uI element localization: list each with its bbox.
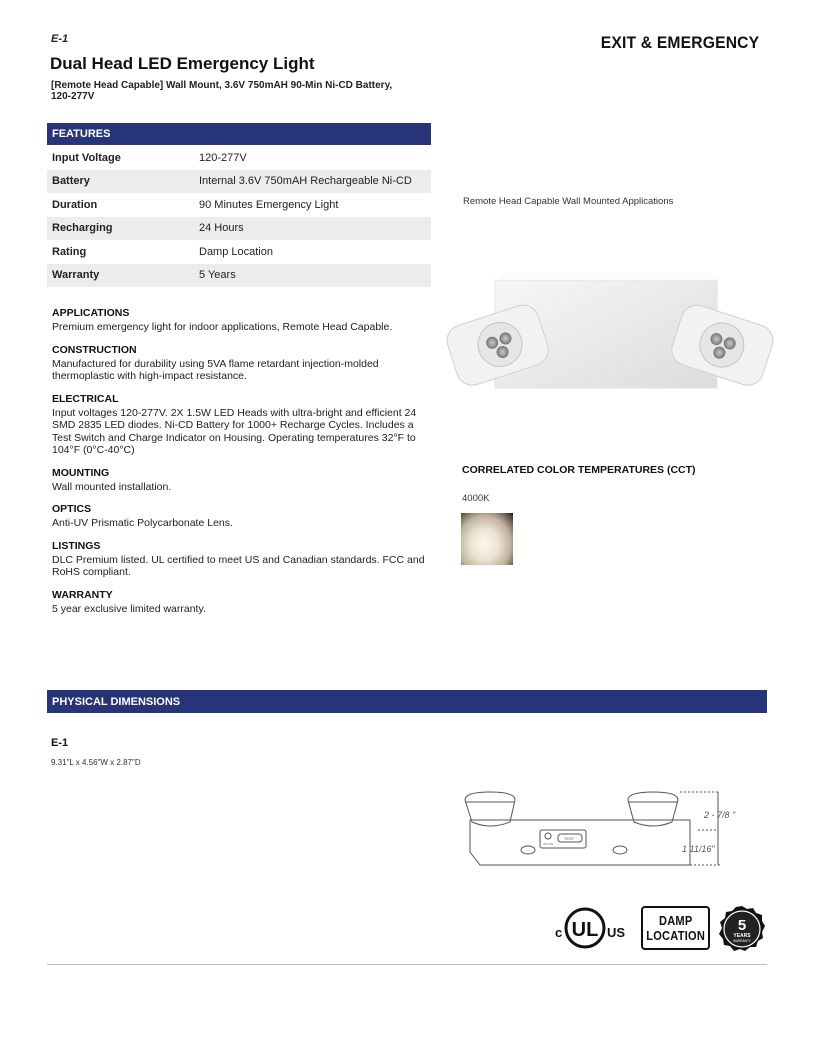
category-title: EXIT & EMERGENCY [600, 33, 759, 52]
section-text: Wall mounted installation. [52, 480, 172, 493]
cct-swatch [461, 513, 513, 565]
spec-section [52, 503, 432, 530]
feature-label: Recharging [47, 217, 194, 241]
product-subtitle: [Remote Head Capable] Wall Mount, 3.6V 750mAH 90-Min Ni-CD Battery, 120-277V [51, 80, 393, 102]
cct-heading: CORRELATED COLOR TEMPERATURES (CCT) [462, 464, 696, 476]
feature-label: Duration [52, 198, 98, 211]
section-text: Manufactured for durability using 5VA flame retardant injection-molded thermoplastic with high-impact resistance. [52, 357, 379, 382]
image-caption: Remote Head Capable Wall Mounted Applications [463, 196, 674, 207]
ul-us-mark: US [607, 925, 626, 940]
section-heading: WARRANTY [52, 588, 113, 601]
section-heading: CONSTRUCTION [52, 343, 137, 356]
drawing-height-body: 1 11/16" [682, 844, 715, 854]
spec-section [52, 467, 432, 494]
footer-divider [47, 964, 767, 965]
spec-sections [52, 307, 432, 625]
section-heading: ELECTRICAL [52, 392, 119, 405]
section-heading: LISTINGS [52, 539, 101, 552]
damp-location-badge [641, 906, 710, 950]
spec-section [52, 393, 432, 457]
warranty-years: YEARS [733, 933, 751, 939]
feature-label: Battery [47, 170, 194, 194]
product-image [445, 270, 775, 410]
feature-row [47, 146, 431, 170]
feature-label: Input Voltage [52, 151, 121, 164]
feature-value: 90 Minutes Emergency Light [199, 198, 339, 211]
section-text: DLC Premium listed. UL certified to meet US and Canadian standards. FCC and RoHS compliant. [52, 553, 425, 578]
feature-row [47, 170, 431, 194]
section-text: Premium emergency light for indoor applications, Remote Head Capable. [52, 321, 393, 333]
spec-section [52, 589, 432, 616]
warranty-badge [718, 905, 766, 953]
feature-row [47, 240, 431, 264]
drawing-indicator-label: AC ON [543, 842, 553, 846]
damp-line-2: LOCATION [646, 928, 705, 943]
ul-listed-logo [555, 906, 633, 950]
feature-value: 24 Hours [194, 217, 431, 241]
spec-section [52, 540, 432, 579]
warranty-word: WARRANTY [732, 939, 752, 943]
section-text: Input voltages 120-277V. 2X 1.5W LED Heads with ultra-bright and efficient 24 SMD 2835 LED diodes. Ni-CD Battery for 1000+ Recharge Cycles. Includes a Test Switch and Charge Indicator on Housing. Operating temperatures 32°F to 104°F (0°C-40°C) [52, 406, 417, 456]
section-heading: APPLICATIONS [52, 307, 130, 319]
feature-value: 120-277V [199, 151, 247, 164]
feature-label: Rating [52, 245, 87, 258]
section-heading: OPTICS [52, 503, 92, 515]
feature-row [47, 264, 431, 288]
feature-value: 5 Years [194, 264, 431, 288]
ul-mark: UL [571, 919, 599, 941]
feature-label: Warranty [47, 264, 194, 288]
drawing-height-total: 2 - 7/8 " [704, 810, 736, 820]
features-table [47, 146, 431, 287]
drawing-switch-label: TEST [563, 836, 575, 841]
feature-row [47, 217, 431, 241]
spec-section [52, 344, 432, 383]
feature-value: Damp Location [199, 245, 273, 258]
section-heading: MOUNTING [52, 466, 110, 479]
feature-row [47, 193, 431, 217]
ul-c-mark: c [555, 925, 563, 940]
damp-line-1: DAMP [658, 913, 693, 928]
model-code: E-1 [51, 33, 69, 45]
dimension-drawing [460, 790, 760, 870]
section-text: Anti-UV Prismatic Polycarbonate Lens. [52, 517, 233, 529]
dimensions-heading: PHYSICAL DIMENSIONS [47, 690, 767, 713]
features-heading: FEATURES [47, 123, 431, 145]
cct-value: 4000K [462, 493, 490, 504]
feature-value: Internal 3.6V 750mAH Rechargeable Ni-CD [194, 170, 431, 194]
spec-section [52, 307, 432, 334]
warranty-number: 5 [737, 917, 747, 934]
section-text: 5 year exclusive limited warranty. [52, 602, 206, 615]
dimensions-model-code: E-1 [51, 737, 69, 749]
product-title: Dual Head LED Emergency Light [50, 54, 315, 73]
dimensions-text: 9.31"L x 4.56"W x 2.87"D [51, 758, 141, 767]
